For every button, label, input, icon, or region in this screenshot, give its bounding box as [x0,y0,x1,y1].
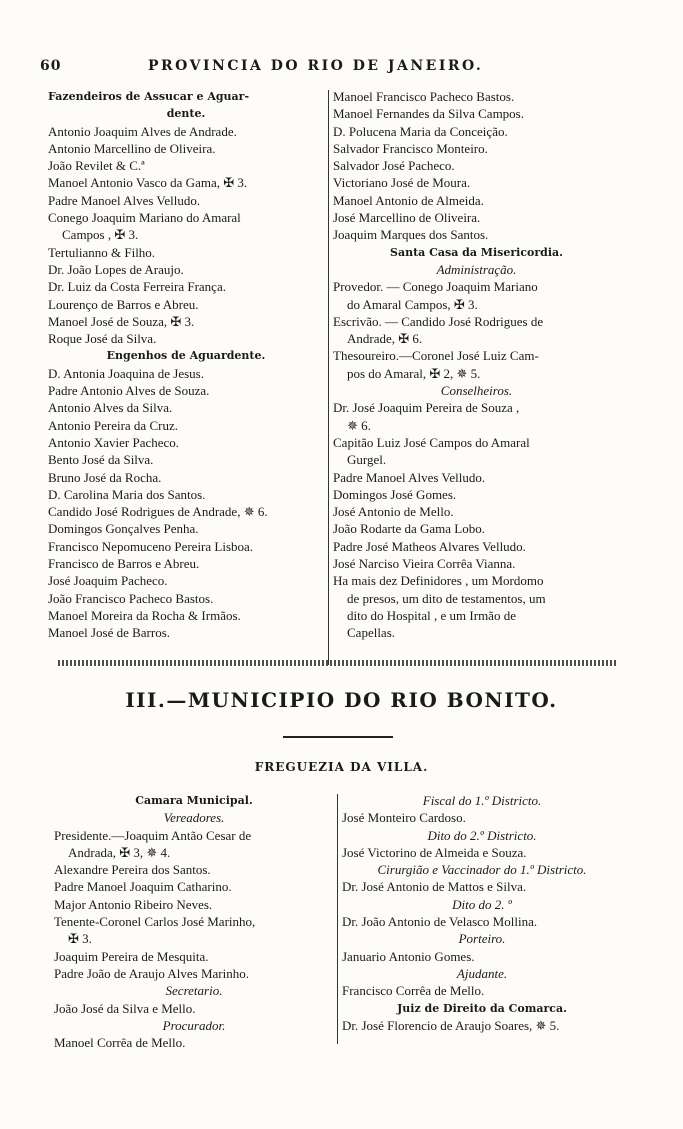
list-item: pos do Amaral, ✠ 2, ✵ 5. [347,365,481,381]
list-item: Dr. José Antonio de Mattos e Silva. [342,879,527,895]
section-title: III.—MUNICIPIO DO RIO BONITO. [125,688,558,712]
list-heading: Santa Casa da Misericordia. [390,245,563,259]
list-item: Dr. João Lopes de Araujo. [48,261,184,277]
list-item: D. Antonia Joaquina de Jesus. [48,365,204,381]
list-item: ✵ 6. [347,417,371,433]
list-item: Antonio Marcellino de Oliveira. [48,140,216,156]
column-right-bottom [342,792,622,1034]
list-subheading: Administração. [436,261,517,277]
list-item: José Joaquim Pacheco. [48,573,168,589]
list-subheading: Cirurgião e Vaccinador do 1.º Districto. [377,862,587,878]
list-heading: Fazendeiros de Assucar e Aguar- [48,90,250,103]
list-item: Campos , ✠ 3. [62,227,139,243]
list-item: Victoriano José de Moura. [333,175,471,191]
list-subheading: Dito do 2. º [452,896,512,912]
list-item: João Rodarte da Gama Lobo. [333,521,485,537]
list-item: do Amaral Campos, ✠ 3. [347,296,478,312]
list-item: João Francisco Pacheco Bastos. [48,590,214,606]
list-item: Escrivão. — Candido José Rodrigues de [333,313,544,329]
list-item: Padre Antonio Alves de Souza. [48,383,210,399]
list-heading: dente. [166,107,206,121]
list-item: Provedor. — Conego Joaquim Mariano [333,279,538,295]
list-item: Manoel Antonio de Almeida. [333,192,484,208]
list-item: Tenente-Coronel Carlos José Marinho, [54,914,256,930]
list-item: Tertulianno & Filho. [48,244,156,260]
list-item: Ha mais dez Definidores , um Mordomo [333,573,544,589]
list-item: Antonio Joaquim Alves de Andrade. [48,123,237,139]
list-item: José Monteiro Cardoso. [342,810,466,826]
list-subheading: Procurador. [162,1017,226,1033]
column-right-top [333,88,620,642]
list-item: Salvador José Pacheco. [333,158,455,174]
list-subheading: Fiscal do 1.º Districto. [422,793,542,808]
list-item: Manoel José de Barros. [48,625,171,641]
list-item: Bento José da Silva. [48,452,154,468]
list-item: Lourenço de Barros e Abreu. [48,296,199,312]
list-item: Major Antonio Ribeiro Neves. [54,896,213,912]
list-item: Januario Antonio Gomes. [342,948,475,964]
list-item: Presidente.—Joaquim Antão Cesar de [54,827,252,843]
list-item: Andrade, ✠ 6. [347,331,423,347]
list-subheading: Ajudante. [456,965,508,981]
list-item: José Antonio de Mello. [333,504,454,520]
list-item: Manoel Moreira da Rocha & Irmãos. [48,607,241,623]
list-item: de presos, um dito de testamentos, um [347,590,546,606]
list-heading: Engenhos de Aguardente. [106,349,266,363]
parish-heading: FREGUEZIA DA VILLA. [254,760,429,774]
list-item: José Marcellino de Oliveira. [333,210,481,226]
list-item: Bruno José da Rocha. [48,469,162,485]
list-item: Manoel José de Souza, ✠ 3. [48,313,195,329]
list-heading: Juiz de Direito da Comarca. [397,1001,567,1015]
list-item: Domingos José Gomes. [333,486,457,502]
list-item: Alexandre Pereira dos Santos. [54,862,211,878]
column-divider [328,90,329,665]
list-item: Padre Manoel Joaquim Catharino. [54,879,232,895]
list-item: Conego Joaquim Mariano do Amaral [48,210,241,226]
list-item: José Narciso Vieira Corrêa Vianna. [333,556,516,572]
list-subheading: Conselheiros. [440,383,513,399]
list-item: ✠ 3. [68,931,92,947]
list-item: Candido José Rodrigues de Andrade, ✵ 6. [48,504,268,520]
list-item: Antonio Pereira da Cruz. [48,417,178,433]
ornamental-rule [58,660,618,666]
list-item: Roque José da Silva. [48,331,157,347]
list-item: Manoel Fernandes da Silva Campos. [333,106,524,122]
list-item: D. Carolina Maria dos Santos. [48,486,206,502]
list-item: Capellas. [347,625,396,641]
list-item: Salvador Francisco Monteiro. [333,140,488,156]
list-item: D. Polucena Maria da Conceição. [333,123,508,139]
list-item: José Victorino de Almeida e Souza. [342,844,527,860]
list-item: Gurgel. [347,452,387,468]
list-item: João Revilet & C.ª [48,158,145,174]
list-item: Manoel Corrêa de Mello. [54,1035,186,1051]
list-item: Manoel Francisco Pacheco Bastos. [333,89,515,104]
list-item: Padre Manoel Alves Velludo. [333,469,486,485]
list-heading: Camara Municipal. [135,794,253,807]
list-item: Thesoureiro.—Coronel José Luiz Cam- [333,348,539,364]
list-item: Padre João de Araujo Alves Marinho. [54,965,249,981]
list-subheading: Porteiro. [458,931,506,947]
page-number: 60 [40,58,62,74]
page-running-title: PROVINCIA DO RIO DE JANEIRO. [148,58,484,74]
list-item: Dr. Luiz da Costa Ferreira França. [48,279,226,295]
section-underline [283,736,393,738]
list-item: Domingos Gonçalves Penha. [48,521,199,537]
list-item: Antonio Alves da Silva. [48,400,173,416]
list-item: Padre José Matheos Alvares Velludo. [333,538,526,554]
list-item: Andrada, ✠ 3, ✵ 4. [68,844,171,860]
list-item: Francisco Corrêa de Mello. [342,983,485,999]
list-item: Capitão Luiz José Campos do Amaral [333,434,530,450]
page-header [40,58,640,80]
list-item: Dr. João Antonio de Velasco Mollina. [342,914,538,930]
list-item: Manoel Antonio Vasco da Gama, ✠ 3. [48,175,248,191]
list-subheading: Dito do 2.º Districto. [427,827,537,843]
list-item: Dr. José Florencio de Araujo Soares, ✵ 5. [342,1017,560,1033]
column-divider [337,794,338,1044]
list-item: Francisco de Barros e Abreu. [48,556,200,572]
list-item: Francisco Nepomuceno Pereira Lisboa. [48,538,254,554]
list-item: dito do Hospital , e um Irmão de [347,607,516,623]
column-left-top [48,88,324,642]
list-item: Joaquim Pereira de Mesquita. [54,948,209,964]
list-item: Antonio Xavier Pacheco. [48,434,180,450]
list-item: Padre Manoel Alves Velludo. [48,192,201,208]
column-left-bottom [54,792,334,1051]
list-subheading: Secretario. [165,983,223,999]
list-item: João José da Silva e Mello. [54,1000,196,1016]
list-item: Dr. José Joaquim Pereira de Souza , [333,400,520,416]
list-item: Joaquim Marques dos Santos. [333,227,489,243]
list-subheading: Vereadores. [163,810,225,826]
